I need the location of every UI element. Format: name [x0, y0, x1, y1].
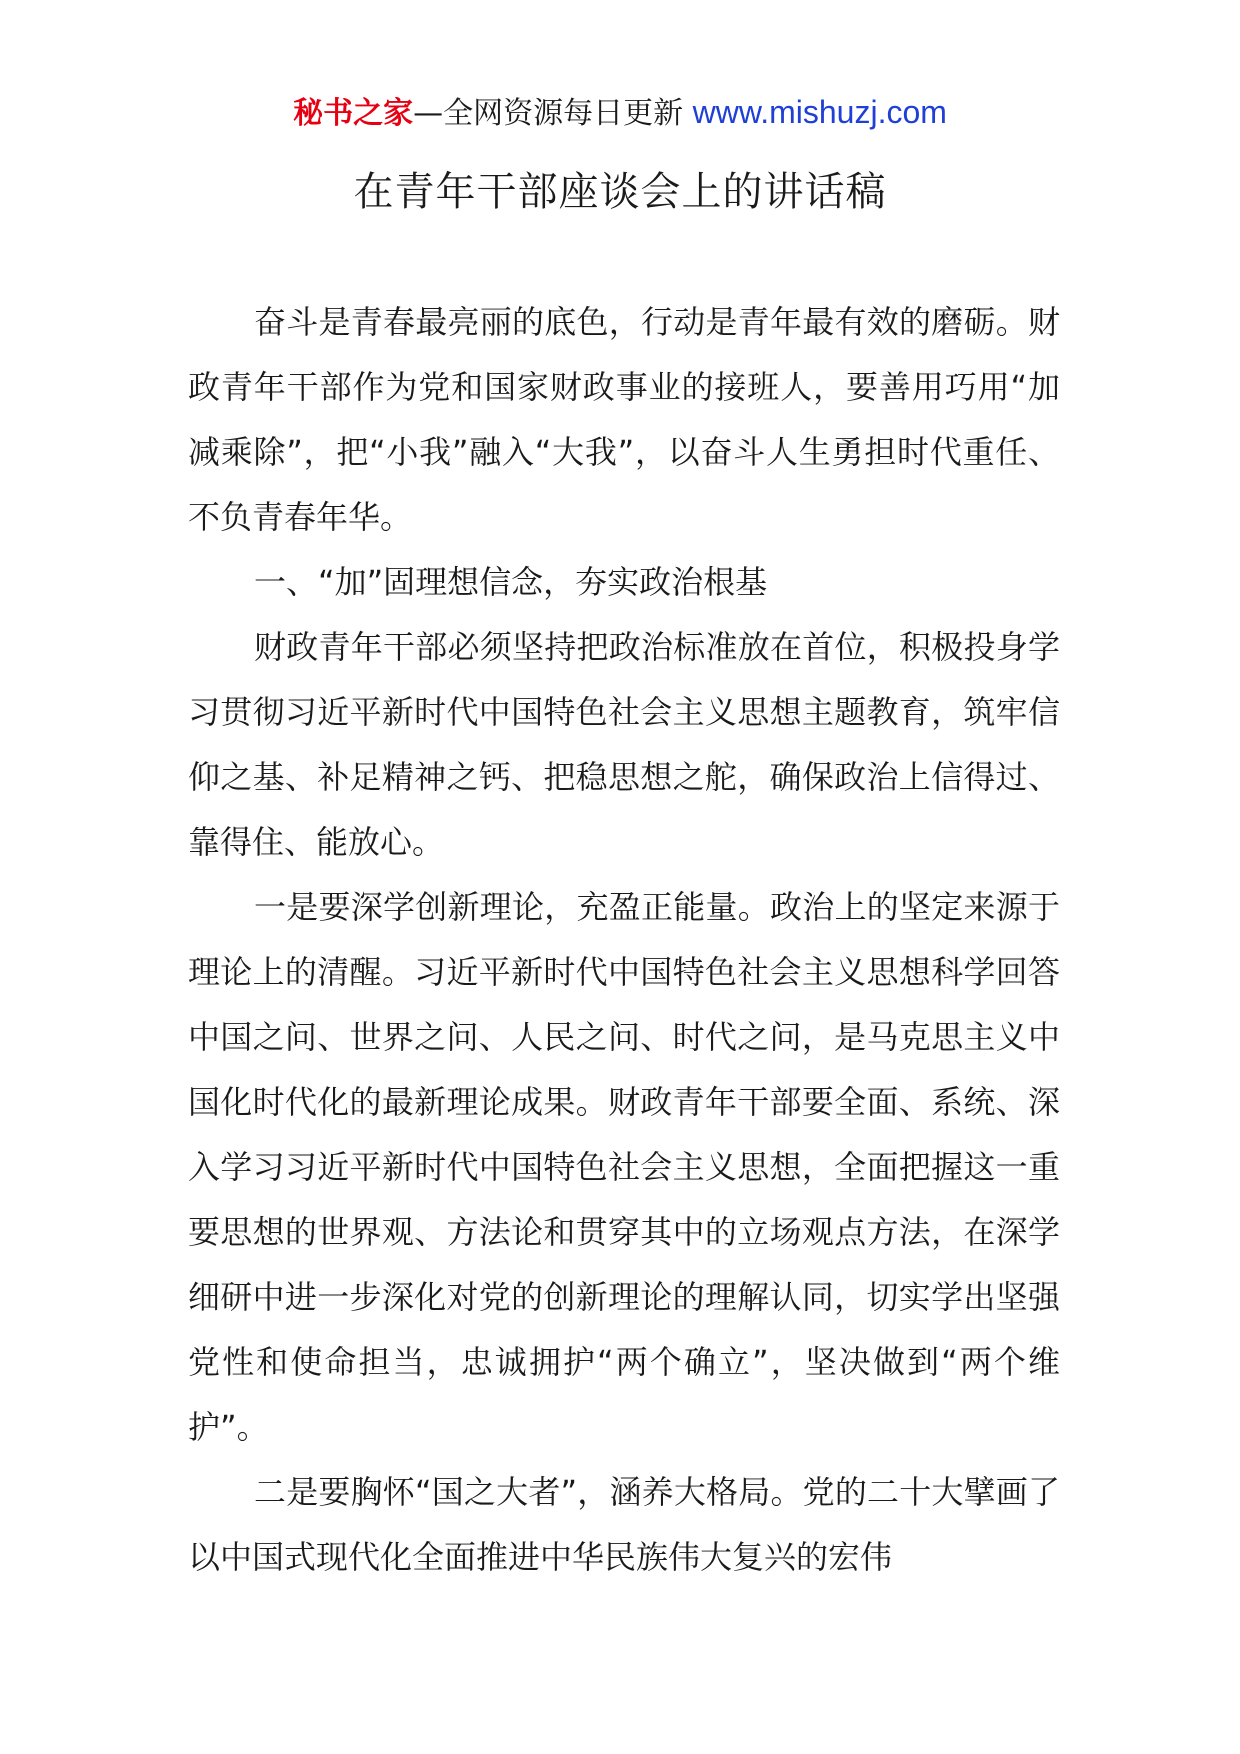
site-tagline: —全网资源每日更新 — [413, 96, 693, 131]
point-one-paragraph: 一是要深学创新理论，充盈正能量。政治上的坚定来源于理论上的清醒。习近平新时代中国特色社会主义思想科学回答中国之问、世界之问、人民之问、时代之问，是马克思主义中国化时代化的最新理论成果。财政青年干部要全面、系统、深入学习习近平新时代中国特色社会主义思想，全面把握这一重要思想的世界观、方法论和贯穿其中的立场观点方法，在深学细研中进一步深化对党的创新理论的理解认同，切实学出坚强党性和使命担当，忠诚拥护“两个确立”，坚决做到“两个维护”。 — [188, 888, 1060, 1446]
site-url: www.mishuzj.com — [692, 94, 947, 130]
site-header — [0, 92, 1240, 134]
document-title: 在青年干部座谈会上的讲话稿 — [353, 169, 887, 215]
section-heading-one: 一、“加”固理想信念，夯实政治根基 — [254, 563, 768, 601]
document-body — [188, 290, 1060, 1590]
site-brand: 秘书之家 — [293, 96, 414, 131]
intro-paragraph: 奋斗是青春最亮丽的底色，行动是青年最有效的磨砺。财政青年干部作为党和国家财政事业的接班人，要善用巧用“加减乘除”，把“小我”融入“大我”，以奋斗人生勇担时代重任、不负青春年华。 — [188, 303, 1060, 536]
point-two-paragraph: 二是要胸怀“国之大者”，涵养大格局。党的二十大擘画了以中国式现代化全面推进中华民族伟大复兴的宏伟 — [188, 1473, 1060, 1576]
section-one-paragraph: 财政青年干部必须坚持把政治标准放在首位，积极投身学习贯彻习近平新时代中国特色社会主义思想主题教育，筑牢信仰之基、补足精神之钙、把稳思想之舵，确保政治上信得过、靠得住、能放心。 — [188, 628, 1060, 861]
